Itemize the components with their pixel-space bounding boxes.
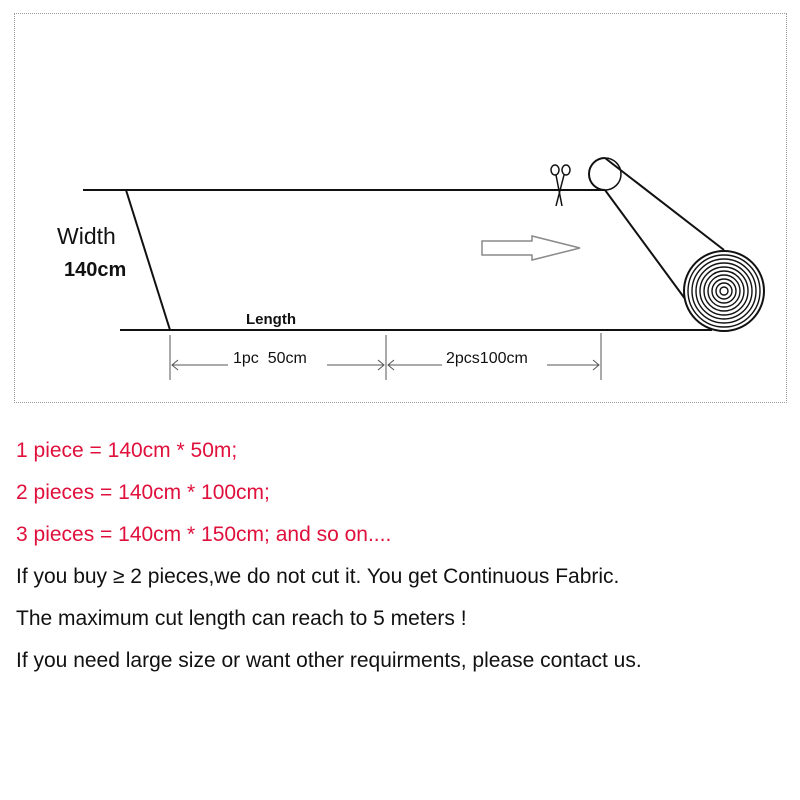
info-line: If you need large size or want other requirments, please contact us. bbox=[16, 649, 642, 672]
direction-arrow-icon bbox=[482, 236, 580, 260]
info-line: 1 piece = 140cm * 50m; bbox=[16, 439, 238, 462]
fabric-roll bbox=[589, 158, 764, 331]
scissors-icon bbox=[551, 165, 570, 206]
info-line: 3 pieces = 140cm * 150cm; and so on.... bbox=[16, 523, 392, 546]
dimension-1pc-label: 1pc 50cm bbox=[233, 350, 307, 367]
dimension-2pcs-label: 2pcs100cm bbox=[446, 350, 528, 367]
length-label: Length bbox=[246, 311, 296, 328]
info-line: 2 pieces = 140cm * 100cm; bbox=[16, 481, 270, 504]
width-label: Width bbox=[57, 223, 116, 249]
fabric-sheet bbox=[83, 190, 712, 330]
info-line: If you buy ≥ 2 pieces,we do not cut it. You get Continuous Fabric. bbox=[16, 565, 620, 588]
info-lines bbox=[16, 430, 642, 682]
info-line: The maximum cut length can reach to 5 meters ! bbox=[16, 607, 467, 630]
width-value: 140cm bbox=[64, 259, 127, 281]
